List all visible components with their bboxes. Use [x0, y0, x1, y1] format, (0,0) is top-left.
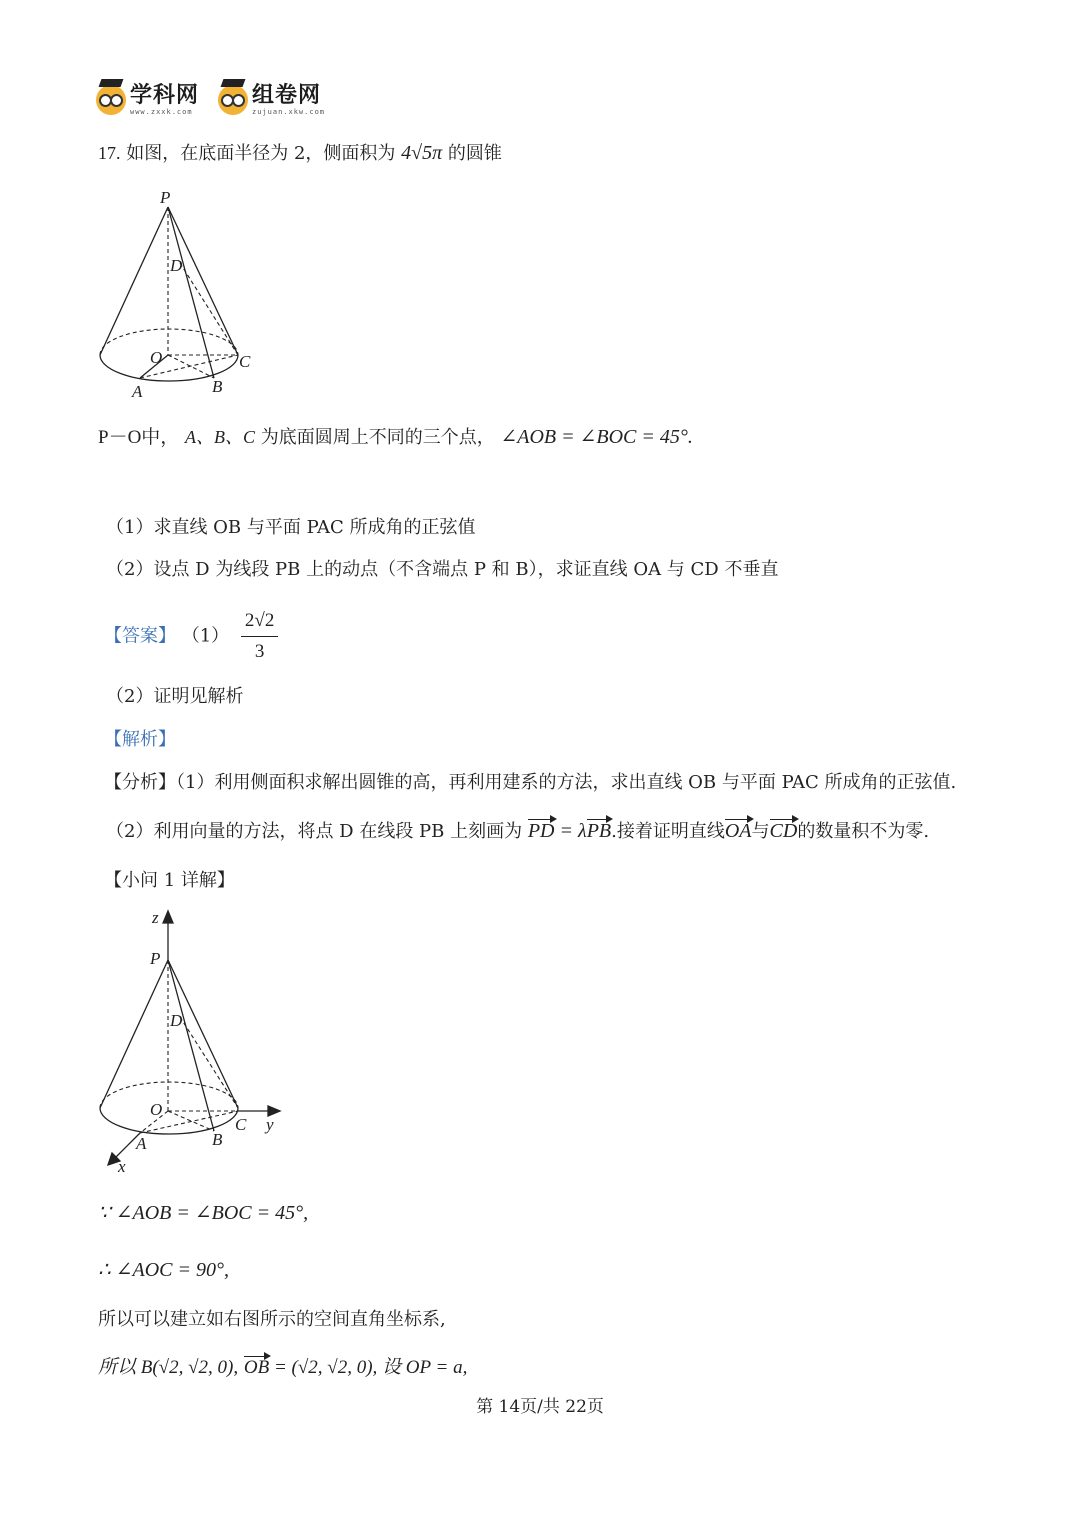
- question-1: （1）求直线 OB 与平面 PAC 所成角的正弦值: [106, 517, 476, 538]
- fenxi-2d: 的数量积不为零.: [797, 821, 930, 842]
- stem-part1: 如图，在底面半径为 2，侧面积为: [126, 143, 396, 164]
- stem-part2: 的圆锥: [447, 143, 502, 164]
- vector-oa: OA: [724, 820, 752, 842]
- analysis-label: 【解析】: [104, 729, 176, 750]
- lateral-area: 4√5π: [401, 142, 443, 164]
- answer-1-prefix: （1）: [181, 625, 230, 647]
- cone-figure-2: [92, 905, 292, 1180]
- label-z: z: [152, 908, 159, 927]
- label-a: A: [136, 1134, 147, 1153]
- answer-line-1: [104, 606, 284, 667]
- angle-condition: ∠AOB = ∠BOC = 45°.: [500, 426, 693, 448]
- because-line: ∵ ∠AOB = ∠BOC = 45°,: [98, 1202, 309, 1224]
- label-o: O: [150, 348, 163, 367]
- label-o: O: [150, 1100, 163, 1119]
- fenxi-line-1: [104, 770, 956, 796]
- logo-url: zujuan.xkw.com: [252, 108, 326, 116]
- b-prefix: 所以 B(√2, √2, 0),: [98, 1357, 239, 1378]
- cone-figure-1: [92, 185, 272, 400]
- label-d: D: [170, 256, 183, 275]
- vector-pd: PD: [527, 820, 555, 842]
- answer-1-denominator: 3: [254, 641, 265, 662]
- therefore-line: ∴ ∠AOC = 90°,: [98, 1259, 229, 1281]
- label-c: C: [239, 352, 251, 371]
- fenxi-label: 【分析】: [104, 772, 176, 793]
- label-d: D: [170, 1011, 183, 1030]
- vector-ob: OB: [244, 1355, 269, 1381]
- vector-cd: CD: [769, 820, 798, 842]
- fenxi-2a: （2）利用向量的方法，将点 D 在线段 PB 上刻画为: [106, 821, 523, 842]
- fenxi-2c: 与: [751, 821, 770, 842]
- label-p: P: [150, 949, 161, 968]
- question-2: （2）设点 D 为线段 PB 上的动点（不含端点 P 和 B），求证直线 OA 与 CD 不垂直: [106, 559, 779, 580]
- label-p: P: [160, 188, 171, 207]
- label-x: x: [118, 1157, 126, 1176]
- stem-line2-prefix: P－O中，: [98, 427, 180, 448]
- fenxi-2b: .接着证明直线: [611, 821, 725, 842]
- label-c: C: [235, 1115, 247, 1134]
- label-b: B: [212, 377, 223, 396]
- answer-1-numerator: 2√2: [241, 606, 278, 637]
- ob-value: = (√2, √2, 0), 设 OP = a,: [269, 1357, 468, 1378]
- stem-line2-mid: 为底面圆周上不同的三个点，: [260, 427, 495, 448]
- detail-label: 【小问 1 详解】: [104, 870, 235, 891]
- owl-mascot-icon: [96, 85, 126, 115]
- problem-stem-line1: [98, 140, 502, 167]
- answer-1-fraction: [241, 606, 278, 667]
- fenxi-line-2: [106, 818, 929, 845]
- coord-system-line: 所以可以建立如右图所示的空间直角坐标系,: [98, 1309, 446, 1330]
- zxxk-logo: [96, 80, 199, 120]
- logo-name: 组卷网: [252, 83, 322, 108]
- logo-name: 学科网: [130, 83, 200, 108]
- zujuan-logo: [218, 80, 325, 120]
- label-y: y: [266, 1115, 274, 1134]
- answer-2: （2）证明见解析: [106, 686, 244, 707]
- label-b: B: [212, 1130, 223, 1149]
- problem-number: 17.: [98, 143, 121, 163]
- answer-label: 【答案】: [104, 625, 176, 647]
- owl-mascot-icon: [218, 85, 248, 115]
- page-footer: 第 14页/共 22页: [476, 1397, 604, 1417]
- vector-pb: PB: [586, 820, 612, 842]
- label-a: A: [132, 382, 143, 400]
- lambda-eq: = λ: [554, 820, 587, 842]
- b-coord-line: [98, 1355, 467, 1381]
- problem-stem-line2: [98, 424, 693, 451]
- stem-points: A、B、C: [185, 427, 256, 447]
- fenxi-1: （1）利用侧面积求解出圆锥的高，再利用建系的方法，求出直线 OB 与平面 PAC 所成角的正弦值.: [176, 772, 957, 793]
- logo-url: www.zxxk.com: [130, 108, 193, 116]
